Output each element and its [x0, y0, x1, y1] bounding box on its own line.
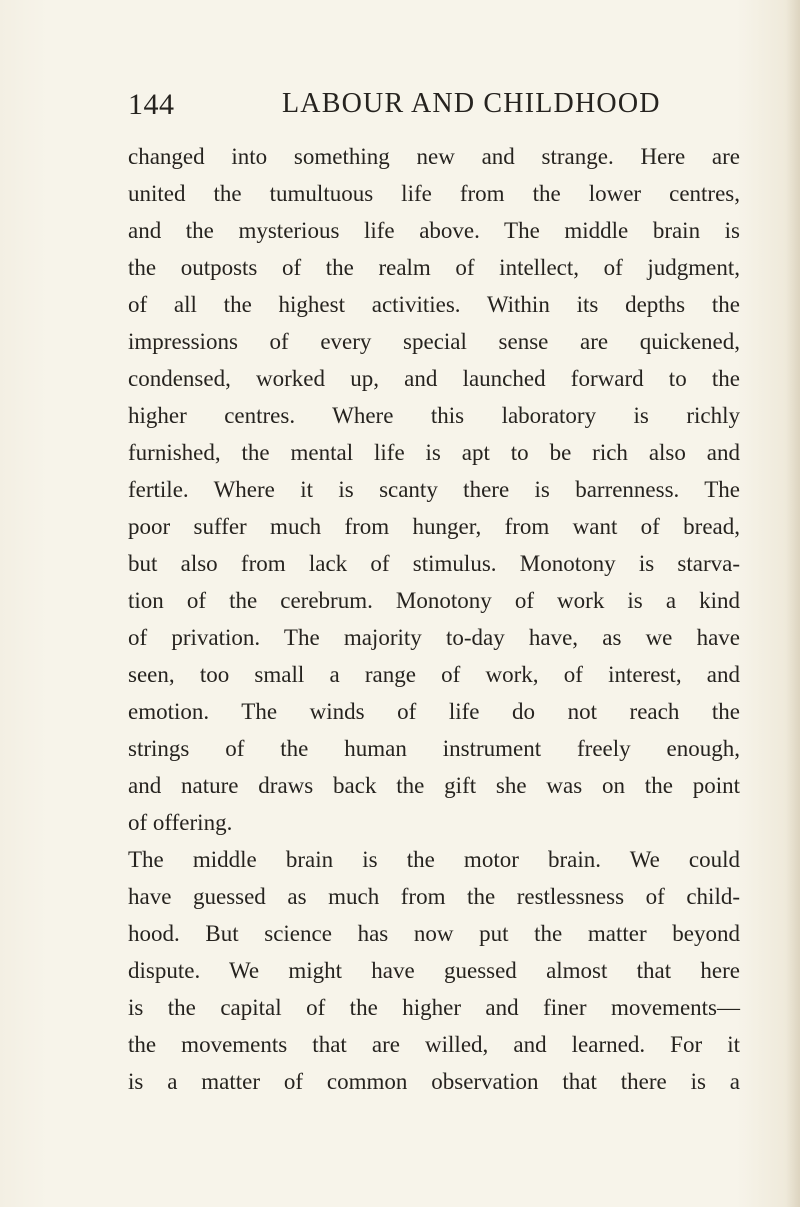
page-number: 144 [128, 88, 175, 121]
text-line: poor suffer much from hunger, from want of bread, [128, 514, 740, 539]
page-edge-shadow [786, 0, 800, 1207]
text-line: and nature draws back the gift she was on the point [128, 773, 740, 798]
text-line: but also from lack of stimulus. Monotony is starva- [128, 551, 740, 576]
text-line: changed into something new and strange. Here are [128, 144, 740, 169]
text-line: have guessed as much from the restlessness of child- [128, 884, 740, 909]
text-line: The middle brain is the motor brain. We could [128, 847, 740, 872]
text-line: united the tumultuous life from the lower centres, [128, 181, 740, 206]
text-line: impressions of every special sense are quickened, [128, 329, 740, 354]
text-line: dispute. We might have guessed almost that here [128, 958, 740, 983]
text-line: fertile. Where it is scanty there is barrenness. The [128, 477, 740, 502]
text-line: is the capital of the higher and finer movements— [128, 995, 740, 1020]
text-line: higher centres. Where this laboratory is richly [128, 403, 740, 428]
text-line: the movements that are willed, and learned. For it [128, 1032, 740, 1057]
text-line: seen, too small a range of work, of interest, and [128, 662, 740, 687]
body-text [128, 138, 740, 1100]
text-line: and the mysterious life above. The middle brain is [128, 218, 740, 243]
running-head-title: LABOUR AND CHILDHOOD [282, 88, 661, 119]
text-line: tion of the cerebrum. Monotony of work is a kind [128, 588, 740, 613]
text-line: emotion. The winds of life do not reach the [128, 699, 740, 724]
text-line: of offering. [128, 810, 233, 835]
text-line: furnished, the mental life is apt to be rich also and [128, 440, 740, 465]
text-line: is a matter of common observation that there is a [128, 1069, 740, 1094]
text-line: the outposts of the realm of intellect, of judgment, [128, 255, 740, 280]
text-line: hood. But science has now put the matter beyond [128, 921, 740, 946]
text-line: of privation. The majority to-day have, as we have [128, 625, 740, 650]
text-line: of all the highest activities. Within its depths the [128, 292, 740, 317]
text-line: strings of the human instrument freely enough, [128, 736, 740, 761]
running-head [128, 88, 740, 128]
text-line: condensed, worked up, and launched forward to the [128, 366, 740, 391]
